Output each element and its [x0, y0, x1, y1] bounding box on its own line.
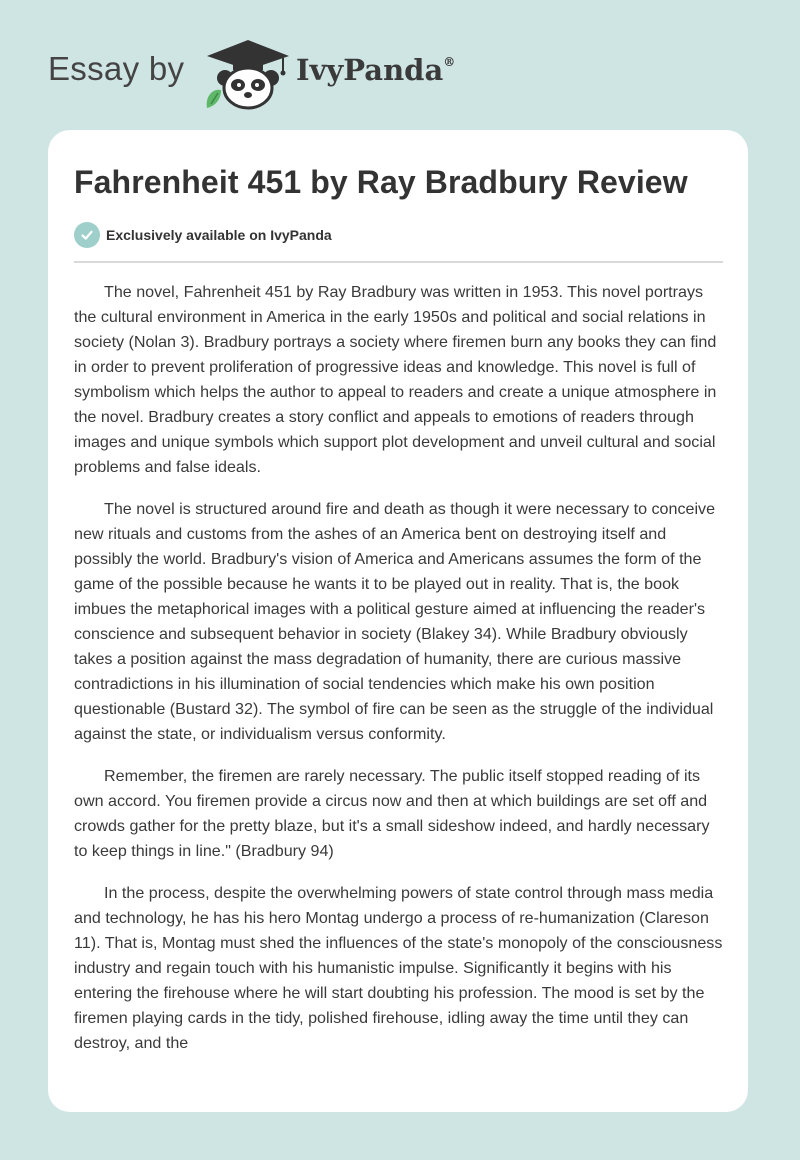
site-header: [0, 0, 800, 130]
divider: [74, 261, 723, 263]
essay-body: [74, 280, 726, 1073]
brand-name[interactable]: IvyPanda®: [296, 53, 456, 87]
registered-mark: ®: [443, 55, 456, 69]
essay-by-label: Essay by: [48, 50, 185, 87]
exclusive-badge: [74, 222, 332, 248]
paragraph: In the process, despite the overwhelming powers of state control through mass media and technology, he has his hero Montag undergo a process of re-humanization (Clareson 11). That is, Montag must shed the influences of the state's monopoly of the consciousness industry and regain touch with his humanistic impulse. Significantly it begins with his entering the firehouse where he will start doubting his profession. The mood is set by the firemen playing cards in the tidy, polished firehouse, idling away the time until they can destroy, and the: [74, 884, 723, 1052]
paragraph: The novel, Fahrenheit 451 by Ray Bradbury was written in 1953. This novel portrays the cultural environment in America in the early 1950s and political and social relations in society (Nolan 3). Bradbury portrays a society where firemen burn any books they can find in order to prevent proliferation of progressive ideas and knowledge. This novel is full of symbolism which helps the author to appeal to readers and create a unique atmosphere in the novel. Bradbury creates a story conflict and appeals to emotions of readers through images and unique symbols which support plot development and unveil cultural and social problems and false ideals.: [74, 283, 717, 476]
exclusive-label: Exclusively available on IvyPanda: [106, 227, 332, 243]
paragraph: The novel is structured around fire and death as though it were necessary to conceive new rituals and customs from the ashes of an America bent on destroying itself and possibly the world. Bradbury's vision of America and Americans assumes the form of the game of the possible because he wants it to be played out in reality. That is, the book imbues the metaphorical images with a political gesture aimed at influencing the reader's conscience and subsequent behavior in society (Blakey 34). While Bradbury obviously takes a position against the mass degradation of humanity, there are curious massive contradictions in his illumination of social tendencies which make his own position questionable (Bustard 32). The symbol of fire can be seen as the struggle of the individual against the state, or individualism versus conformity.: [74, 500, 716, 743]
essay-card: [48, 130, 748, 1112]
panda-graduate-icon[interactable]: [203, 38, 293, 110]
page-title: Fahrenheit 451 by Ray Bradbury Review: [74, 164, 688, 200]
paragraph: Remember, the firemen are rarely necessary. The public itself stopped reading of its own accord. You firemen provide a circus now and then at which buildings are set off and crowds gather for the pretty blaze, but it's a small sideshow indeed, and hardly necessary to keep things in line." (Bradbury 94): [74, 767, 710, 860]
check-icon: [74, 222, 100, 248]
